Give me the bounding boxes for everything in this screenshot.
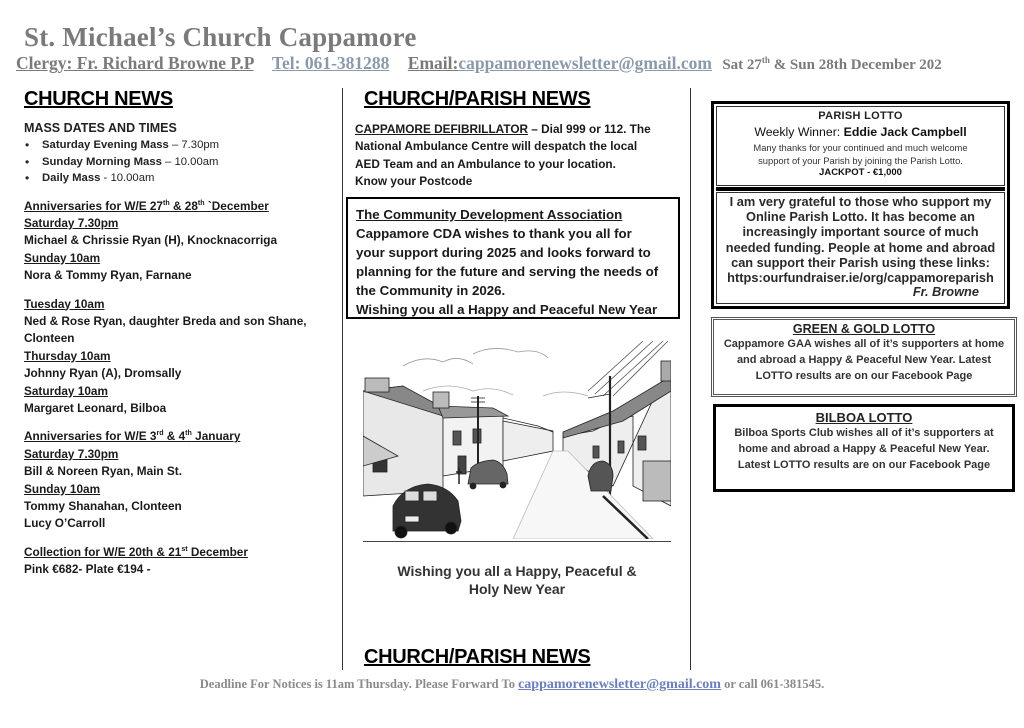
bilboa-text	[716, 425, 1012, 473]
heading-sup: th	[185, 429, 192, 438]
heading-text: Anniversaries for W/E 27	[24, 198, 163, 213]
phone-number: Tel: 061-381288	[271, 53, 390, 73]
bilboa-lotto-box	[713, 404, 1015, 492]
winner-name: Eddie Jack Campbell	[843, 125, 967, 139]
defib-text: Know your Postcode	[355, 174, 473, 189]
footer-email-link[interactable]: cappamorenewsletter@gmail.com	[518, 677, 721, 692]
text-line: Bilboa Sports Club wishes all of it’s supporters at	[734, 427, 994, 439]
text-line: Cappamore GAA wishes all of it’s supporters at home	[723, 338, 1005, 350]
header-contact-line	[16, 53, 942, 74]
lotto-separator	[716, 187, 1005, 191]
header-email-link[interactable]: cappamorenewsletter@gmail.com	[458, 53, 712, 73]
weekday-masses	[24, 296, 334, 418]
anniversary-name: Ned & Rose Ryan, daughter Breda and son Shane,	[24, 313, 307, 328]
anniversary-name: Bill & Noreen Ryan, Main St.	[24, 464, 182, 479]
email-label: Email:	[407, 53, 459, 73]
defibrillator-notice	[355, 121, 680, 191]
text-line: home and abroad a Happy & Peaceful New Year.	[738, 443, 990, 455]
signature: Fr. Browne	[912, 284, 979, 300]
mass-slot: Tuesday 10am	[24, 296, 105, 311]
message-line: increasingly important source of much	[742, 224, 979, 240]
illustration-underline	[363, 541, 671, 542]
message-line: Online Parish Lotto. It has become an	[746, 209, 975, 225]
mass-slot: Sunday 10am	[24, 481, 101, 496]
mass-label: Sunday Morning Mass	[42, 155, 162, 168]
message-line: needed funding. People at home and abroad	[725, 239, 996, 255]
mass-label: Daily Mass	[42, 172, 101, 184]
parish-news-column	[355, 88, 680, 317]
heading-sup: th	[163, 198, 170, 207]
cda-title: The Community Development Association	[356, 207, 623, 222]
winner-label: Weekly Winner:	[754, 125, 844, 139]
parish-news-heading: CHURCH/PARISH NEWS	[364, 88, 591, 110]
column-divider-right	[690, 88, 691, 670]
anniversary-name: Johnny Ryan (A), Dromsally	[24, 366, 182, 381]
mass-slot: Saturday 7.30pm	[24, 446, 119, 461]
heading-text: `December	[204, 198, 269, 213]
mass-time: – 10.00am	[161, 155, 219, 168]
cda-text: Cappamore CDA wishes to thank you all for	[356, 226, 632, 241]
lotto-message	[717, 194, 1004, 285]
greeting-line: Holy New Year	[468, 581, 566, 597]
heading-text: Collection for W/E 20th & 21	[24, 544, 182, 559]
heading-text: & 4	[163, 429, 186, 444]
cda-text: Wishing you all a Happy and Peaceful New Year	[356, 302, 658, 317]
green-gold-text	[714, 336, 1014, 384]
mass-label: Saturday Evening Mass	[42, 139, 169, 151]
greeting-line: Wishing you all a Happy, Peaceful &	[397, 563, 637, 579]
defib-text: – Dial 999 or 112. The	[528, 122, 651, 136]
mass-slot: Saturday 10am	[24, 383, 108, 398]
church-news-column	[24, 88, 334, 579]
parish-lotto-box	[711, 101, 1010, 309]
cda-text: planning for the future and serving the needs of	[356, 264, 659, 279]
clergy-name: Clergy: Fr. Richard Browne P.P	[16, 53, 254, 73]
mass-slot: Thursday 10am	[24, 348, 111, 363]
jackpot: JACKPOT - €1,000	[819, 167, 902, 178]
anniversary-name: Margaret Leonard, Bilboa	[24, 400, 167, 415]
mass-time: – 7.30pm	[168, 139, 220, 151]
parish-lotto-winner-panel	[716, 106, 1005, 186]
green-gold-title: GREEN & GOLD LOTTO	[792, 322, 936, 336]
fundraiser-link[interactable]: https:ourfundraiser.ie/org/cappamoreparish	[727, 270, 994, 286]
anniversaries-jan	[24, 428, 334, 532]
heading-sup: st	[181, 544, 188, 553]
parish-news-heading-2: CHURCH/PARISH NEWS	[364, 646, 591, 668]
issue-date	[722, 57, 941, 73]
cda-text: the Community in 2026.	[356, 283, 506, 298]
anniversary-name: Michael & Chrissie Ryan (H), Knocknacorriga	[24, 233, 278, 248]
footer-text: Deadline For Notices is 11am Thursday. Please Forward To	[199, 677, 519, 691]
newsletter-title: St. Michael’s Church Cappamore	[24, 22, 417, 52]
thanks-line: support of your Parish by joining the Parish Lotto.	[758, 155, 963, 166]
parish-lotto-title: PARISH LOTTO	[818, 110, 903, 122]
anniversaries-heading	[24, 198, 334, 215]
weekly-winner	[717, 125, 1004, 139]
anniversaries-dec	[24, 198, 334, 285]
mass-time-item	[24, 137, 334, 154]
green-gold-lotto-box	[711, 317, 1017, 397]
anniversaries-heading	[24, 428, 334, 445]
cda-text: your support during 2025 and looks forward to	[356, 245, 651, 260]
heading-text: Anniversaries for W/E 3	[24, 429, 157, 444]
footer-deadline	[0, 677, 1024, 693]
text-line: LOTTO results are on our Facebook Page	[755, 370, 973, 382]
online-lotto-message	[716, 192, 1005, 304]
anniversary-name: Nora & Tommy Ryan, Farnane	[24, 268, 192, 283]
mass-slot: Sunday 10am	[24, 250, 101, 265]
mass-slot: Saturday 7.30pm	[24, 215, 119, 230]
collection-heading	[24, 544, 334, 561]
anniversary-name: Lucy O’Carroll	[24, 516, 106, 531]
new-year-greeting	[363, 562, 671, 598]
heading-text: December	[187, 544, 248, 559]
mass-time-item	[24, 170, 334, 187]
mass-time: - 10.00am	[100, 172, 155, 184]
collection	[24, 544, 334, 579]
defib-text: National Ambulance Centre will despatch the local	[355, 139, 638, 154]
message-line: I am very grateful to those who support my	[729, 194, 992, 209]
bilboa-title: BILBOA LOTTO	[815, 410, 913, 425]
thanks-line: Many thanks for your continued and much welcome	[753, 142, 968, 153]
cda-notice-box	[346, 197, 680, 319]
date-sup: th	[761, 55, 770, 65]
text-line: Latest LOTTO results are on our Facebook Page	[737, 459, 991, 471]
defib-text: AED Team and an Ambulance to your location.	[355, 156, 616, 171]
church-news-heading: CHURCH NEWS	[24, 88, 173, 110]
text-line: and abroad a Happy & Peaceful New Year. Latest	[736, 354, 992, 366]
message-line: can support their Parish using these links:	[731, 254, 990, 270]
footer-text: or call 061-381545.	[720, 677, 825, 691]
mass-times-list	[24, 137, 334, 187]
mass-time-item	[24, 154, 334, 171]
lotto-thanks	[717, 141, 1004, 167]
date-text: Sat 27	[722, 57, 762, 73]
heading-sup: rd	[156, 429, 164, 438]
column-divider-left	[342, 88, 343, 670]
village-street-illustration	[363, 336, 671, 539]
defib-title: CAPPAMORE DEFIBRILLATOR	[355, 122, 529, 136]
date-text-rest: & Sun 28th December 202	[769, 57, 942, 73]
anniversary-name: Tommy Shanahan, Clonteen	[24, 499, 182, 513]
collection-amounts: Pink €682- Plate €194 -	[24, 562, 151, 577]
anniversary-name: Clonteen	[24, 331, 75, 346]
heading-text: January	[191, 429, 241, 444]
heading-sup: th	[197, 198, 205, 207]
mass-times-heading: MASS DATES AND TIMES	[24, 121, 177, 135]
heading-text: & 28	[169, 198, 198, 213]
